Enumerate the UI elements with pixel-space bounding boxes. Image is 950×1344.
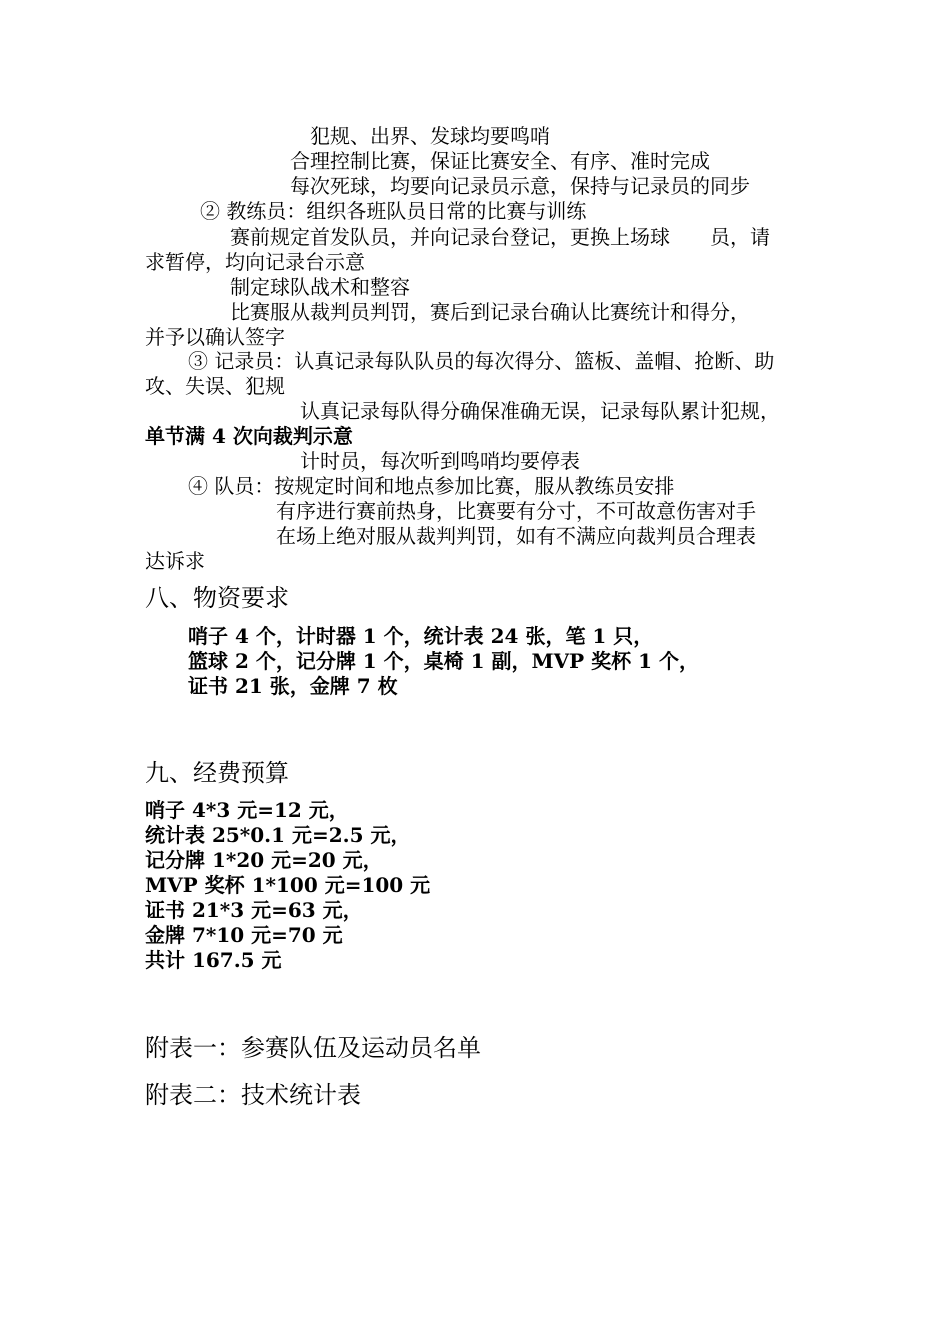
coach-line-1: ② 教练员：组织各班队员日常的比赛与训练 [200,199,587,223]
coach-line-4b: 并予以确认签字 [145,325,285,349]
recorder-line-3: 计时员，每次听到鸣哨均要停表 [300,449,580,473]
budget-item: 证书 21*3 元=63 元， [145,898,363,922]
materials-line-2: 篮球 2 个，记分牌 1 个，桌椅 1 副，MVP 奖杯 1 个， [188,649,700,673]
coach-line-4a: 比赛服从裁判员判罚，赛后到记录台确认比赛统计和得分， [230,300,750,324]
appendix-two-title: 附表二：技术统计表 [145,1081,361,1109]
recorder-line-1b: 攻、失误、犯规 [145,374,285,398]
recorder-line-2a: 认真记录每队得分确保准确无误，记录每队累计犯规， [300,399,780,423]
budget-item: MVP 奖杯 1*100 元=100 元 [145,873,431,897]
budget-item: 记分牌 1*20 元=20 元， [145,848,383,872]
player-line-3a: 在场上绝对服从裁判判罚，如有不满应向裁判员合理表 [276,524,756,548]
budget-heading: 九、经费预算 [145,759,289,787]
recorder-line-2b: 单节满 4 次向裁判示意 [145,424,353,448]
materials-line-3: 证书 21 张，金牌 7 枚 [188,674,398,698]
coach-line-2b: 求暂停，均向记录台示意 [145,250,365,274]
referee-line-1: 犯规、出界、发球均要鸣哨 [310,124,550,148]
materials-heading: 八、物资要求 [145,584,289,612]
referee-line-2: 合理控制比赛，保证比赛安全、有序、准时完成 [290,149,710,173]
budget-total: 共计 167.5 元 [145,948,282,972]
materials-line-1: 哨子 4 个，计时器 1 个，统计表 24 张，笔 1 只， [188,624,654,648]
referee-line-3: 每次死球，均要向记录员示意，保持与记录员的同步 [290,174,750,198]
player-line-3b: 达诉求 [145,549,205,573]
budget-item: 金牌 7*10 元=70 元 [145,923,343,947]
coach-line-2a: 赛前规定首发队员，并向记录台登记，更换上场球 员，请 [230,225,770,249]
budget-item: 统计表 25*0.1 元=2.5 元， [145,823,411,847]
appendix-one-title: 附表一：参赛队伍及运动员名单 [145,1034,481,1062]
player-line-1: ④ 队员：按规定时间和地点参加比赛，服从教练员安排 [188,474,675,498]
player-line-2: 有序进行赛前热身，比赛要有分寸，不可故意伤害对手 [276,499,756,523]
recorder-line-1a: ③ 记录员：认真记录每队队员的每次得分、篮板、盖帽、抢断、助 [188,349,775,373]
coach-line-3: 制定球队战术和整容 [230,275,410,299]
budget-item: 哨子 4*3 元=12 元， [145,798,349,822]
